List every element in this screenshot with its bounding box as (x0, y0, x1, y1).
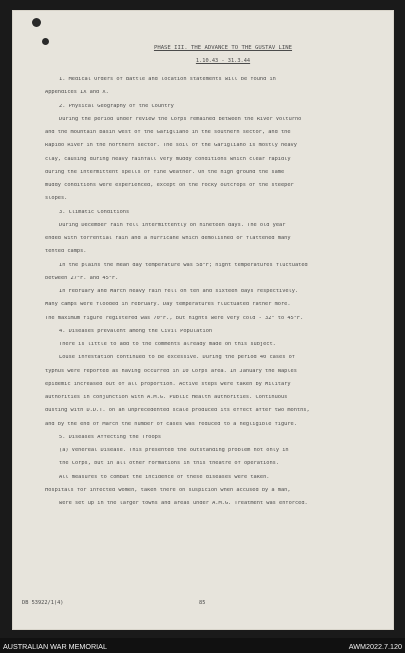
page-number: 85 (199, 600, 206, 606)
text-line: were set up in the larger towns and areas under A.M.G. Treatment was enforced. (59, 501, 308, 506)
text-line: All measures to combat the incidence of these diseases were taken. (59, 474, 270, 480)
text-line: epidemic increased out of all proportion. Active steps were taken by Military (45, 381, 291, 387)
section-heading: 3. Climatic Conditions (59, 209, 130, 215)
caption-bar (0, 638, 405, 653)
punch-hole (42, 38, 49, 45)
text-line: dusting with D.D.T. on an unprecedented scale produced its effect after two months, (45, 408, 310, 414)
text-line: muddy conditions were experienced, except on the rocky outcrops of the steeper (45, 183, 294, 188)
text-line: During the period under review the Corps remained between the River Volturno (59, 116, 302, 122)
text-line: In February and March heavy rain fell on ten and sixteen days respectively. (59, 289, 299, 294)
text-line: 1. Medical Orders of Battle and location statements will be found in (59, 77, 276, 82)
date-range: 1.10.43 - 31.3.44 (195, 58, 251, 64)
text-line: typhus were reported as having occurred in 10 Corps area. In January the Naples (45, 368, 297, 374)
text-line: (a) Venereal Disease. This presented the outstanding problem not only in (59, 448, 289, 453)
section-heading: 2. Physical Geography of the Country (59, 103, 174, 109)
text-line: slopes. (45, 196, 68, 202)
punch-hole (32, 18, 41, 27)
text-line: There is little to add to the comments already made on this subject. (59, 342, 276, 347)
text-line: tented camps. (45, 249, 87, 255)
document-reference: DB 53922/1(4) (22, 600, 64, 606)
text-line: authorities in conjunction with A.M.G. Public Health authorities. Continuous (45, 395, 288, 400)
page-title: PHASE III. THE ADVANCE TO THE GUSTAV LINE (153, 45, 293, 51)
text-line: and by the end of March the number of cases was reduced to a negligible figure. (45, 421, 297, 427)
typed-text-block (45, 46, 371, 514)
text-line: In the plains the mean day temperature was 58°F; night temperatures fluctuated (59, 262, 308, 268)
text-line: Hospitals for infected women, taken there on suspicion when accused by a man, (45, 487, 291, 493)
page-footer (22, 600, 362, 606)
accession-number: AWM2022.7.120 (348, 642, 402, 651)
section-heading: 4. Diseases prevalent among the Civil Population (59, 328, 213, 334)
text-line: clay, causing during heavy rainfall very muddy conditions which clear rapidly (45, 156, 291, 162)
text-line: Louse infestation continued to be excessive. During the period 40 cases of (59, 355, 295, 361)
text-line: Appendices IX and X. (45, 90, 109, 96)
text-line: and the mountain basin west of the Garigliano in the southern sector, and the (45, 130, 291, 135)
section-heading: 5. Diseases Affecting the Troops (59, 434, 162, 440)
text-line: between 27°F. and 45°F. (45, 275, 119, 281)
archive-name: AUSTRALIAN WAR MEMORIAL (3, 642, 107, 651)
text-line: The maximum figure registered was 70°F., but nights were very cold - 32° to 45°F. (45, 315, 304, 321)
text-line: Many camps were flooded in February. Day temperatures fluctuated rather more. (45, 302, 291, 308)
text-line: during the intermittent spells of fine weather. On the high ground the same (45, 169, 285, 175)
text-line: During December rain fell intermittently on nineteen days. The old year (59, 222, 286, 228)
text-line: ended with torrential rain and a hurricane which demolished or flattened many (45, 236, 291, 241)
text-line: Rapido River in the northern sector. The soil of the Garigliano is mostly heavy (45, 143, 297, 149)
text-line: the Corps, but in all other Formations in this theatre of operations. (59, 461, 280, 467)
body-text (45, 77, 371, 514)
